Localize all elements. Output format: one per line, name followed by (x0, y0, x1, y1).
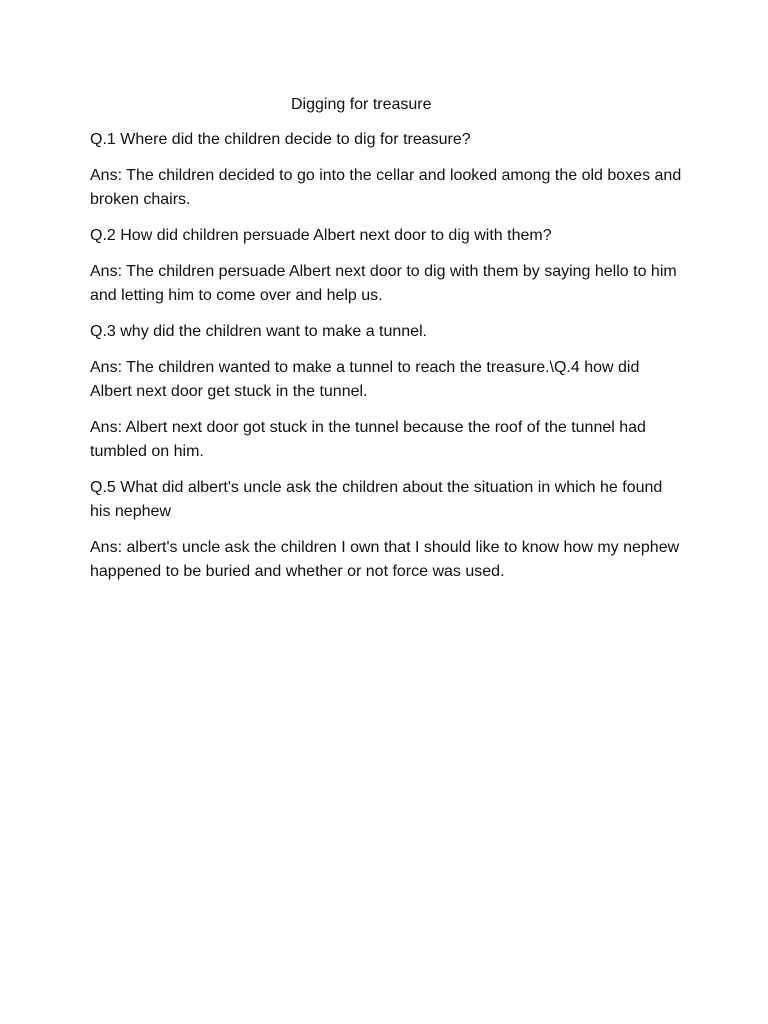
answer-1: Ans: The children decided to go into the cellar and looked among the old boxes and broken chairs. (90, 167, 682, 208)
answer-4: Ans: Albert next door got stuck in the tunnel because the roof of the tunnel had tumbled on him. (90, 419, 646, 460)
question-5: Q.5 What did albert's uncle ask the children about the situation in which he found his nephew (90, 479, 663, 520)
question-3: Q.3 why did the children want to make a tunnel. (90, 323, 428, 340)
answer-5: Ans: albert's uncle ask the children I own that I should like to know how my nephew happened to be buried and whether or not force was used. (90, 539, 680, 580)
answer-3-question-4: Ans: The children wanted to make a tunnel to reach the treasure.\Q.4 how did Albert next door get stuck in the tunnel. (90, 359, 640, 400)
question-1: Q.1 Where did the children decide to dig for treasure? (90, 131, 471, 148)
answer-2: Ans: The children persuade Albert next door to dig with them by saying hello to him and letting him to come over and help us. (90, 263, 677, 304)
question-2: Q.2 How did children persuade Albert next door to dig with them? (90, 227, 552, 244)
document-title: Digging for treasure (291, 96, 432, 113)
document-body (90, 128, 682, 584)
